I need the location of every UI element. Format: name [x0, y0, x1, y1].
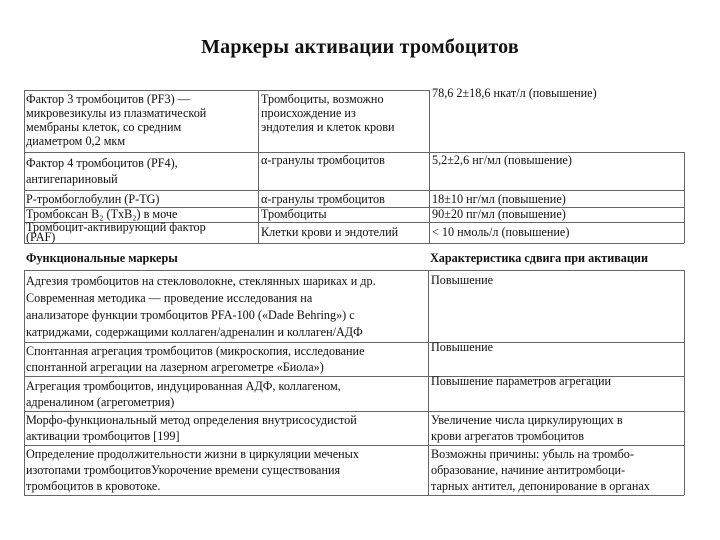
table2-row-divider	[24, 411, 684, 412]
header-functional-markers: Функциональные маркеры	[26, 251, 178, 265]
factor-cell: Р-тромбоглобулин (P-TG)	[26, 192, 160, 206]
marker-cell: спонтанной агрегации на лазерном агрегометре «Биола»)	[26, 360, 324, 374]
source-cell: α-гранулы тромбоцитов	[261, 153, 385, 167]
marker-cell: Адгезия тромбоцитов на стекловолокне, стеклянных шариках и др.	[26, 274, 376, 288]
marker-cell: активации тромбоцитов [199]	[26, 429, 180, 443]
value-cell: 5,2±2,6 нг/мл (повышение)	[432, 153, 572, 167]
factor-cell: диаметром 0,2 мкм	[26, 134, 126, 148]
factor-cell: антигепариновый	[26, 172, 118, 186]
factor-cell: Тромбоцит-активирующий фактор	[26, 220, 206, 234]
marker-cell: Современная методика — проведение исследования на	[26, 291, 313, 305]
shift-cell: Повышение	[431, 273, 494, 287]
table1-col-divider	[429, 90, 430, 243]
factor-cell: (PAF)	[26, 230, 56, 244]
factor-cell: мембраны клеток, со средним	[26, 120, 182, 134]
header-activation-shift: Характеристика сдвига при активации	[430, 251, 648, 265]
table2-row-divider	[24, 445, 684, 446]
shift-cell: крови агрегатов тромбоцитов	[431, 429, 584, 443]
shift-cell: Возможны причины: убыль на тромбо-	[431, 447, 634, 461]
marker-cell: анализаторе функции тромбоцитов PFA-100 («Dade Behring») с	[26, 308, 355, 322]
marker-cell: тромбоцитов в кровотоке.	[26, 479, 161, 493]
source-cell: эндотелия и клеток крови	[261, 120, 395, 134]
table1-right-border	[684, 152, 685, 243]
table2-top-border	[24, 270, 684, 271]
table2-bottom-border	[24, 495, 684, 496]
marker-cell: адреналином (агрегометрия)	[26, 395, 175, 409]
source-cell: α-гранулы тромбоцитов	[261, 192, 385, 206]
shift-cell: образование, начиние антитромбоци-	[431, 463, 626, 477]
source-cell: Тромбоциты, возможно	[261, 92, 384, 106]
marker-cell: Определение продолжительности жизни в циркуляции меченых	[26, 447, 359, 461]
table1-top-border	[24, 90, 430, 91]
factor-cell: Фактор 3 тромбоцитов (PF3) —	[26, 92, 190, 106]
marker-cell: катриджами, содержащими коллаген/адреналин и коллаген/АДФ	[26, 325, 363, 339]
marker-cell: Морфо-функциональный метод определения внутрисосудистой	[26, 413, 357, 427]
table1-row-divider	[24, 190, 684, 191]
table2-right-border	[684, 270, 685, 495]
source-cell: происхождение из	[261, 106, 356, 120]
value-cell: 78,6 2±18,6 нкат/л (повышение)	[432, 86, 597, 100]
value-cell: 90±20 пг/мл (повышение)	[432, 207, 566, 221]
shift-cell: Повышение параметров агрегации	[431, 374, 612, 388]
shift-cell: Повышение	[431, 340, 494, 354]
factor-cell: микровезикулы из плазматической	[26, 106, 207, 120]
value-cell: < 10 нмоль/л (повышение)	[432, 225, 570, 239]
table1-left-border	[24, 90, 25, 243]
factor-cell: Фактор 4 тромбоцитов (PF4),	[26, 156, 178, 170]
shift-cell: Увеличение числа циркулирующих в	[431, 413, 623, 427]
factor-cell: Тромбоксан В₂ (TxB₂) в моче	[26, 207, 178, 221]
marker-cell: Спонтанная агрегация тромбоцитов (микроскопия, исследование	[26, 344, 365, 358]
table2-row-divider	[24, 342, 684, 343]
source-cell: Клетки крови и эндотелий	[261, 225, 399, 239]
page-title: Маркеры активации тромбоцитов	[201, 36, 519, 58]
source-cell: Тромбоциты	[261, 207, 327, 221]
marker-cell: изотопами тромбоцитовУкорочение времени существования	[26, 463, 341, 477]
table2-left-border	[24, 270, 25, 495]
table1-col-divider	[258, 90, 259, 243]
shift-cell: тарных антител, депонирование в органах	[431, 479, 650, 493]
marker-cell: Агрегация тромбоцитов, индуцированная АДФ, коллагеном,	[26, 379, 341, 393]
value-cell: 18±10 нг/мл (повышение)	[432, 192, 566, 206]
table2-col-divider	[428, 270, 429, 495]
table1-bottom-border	[24, 243, 684, 244]
